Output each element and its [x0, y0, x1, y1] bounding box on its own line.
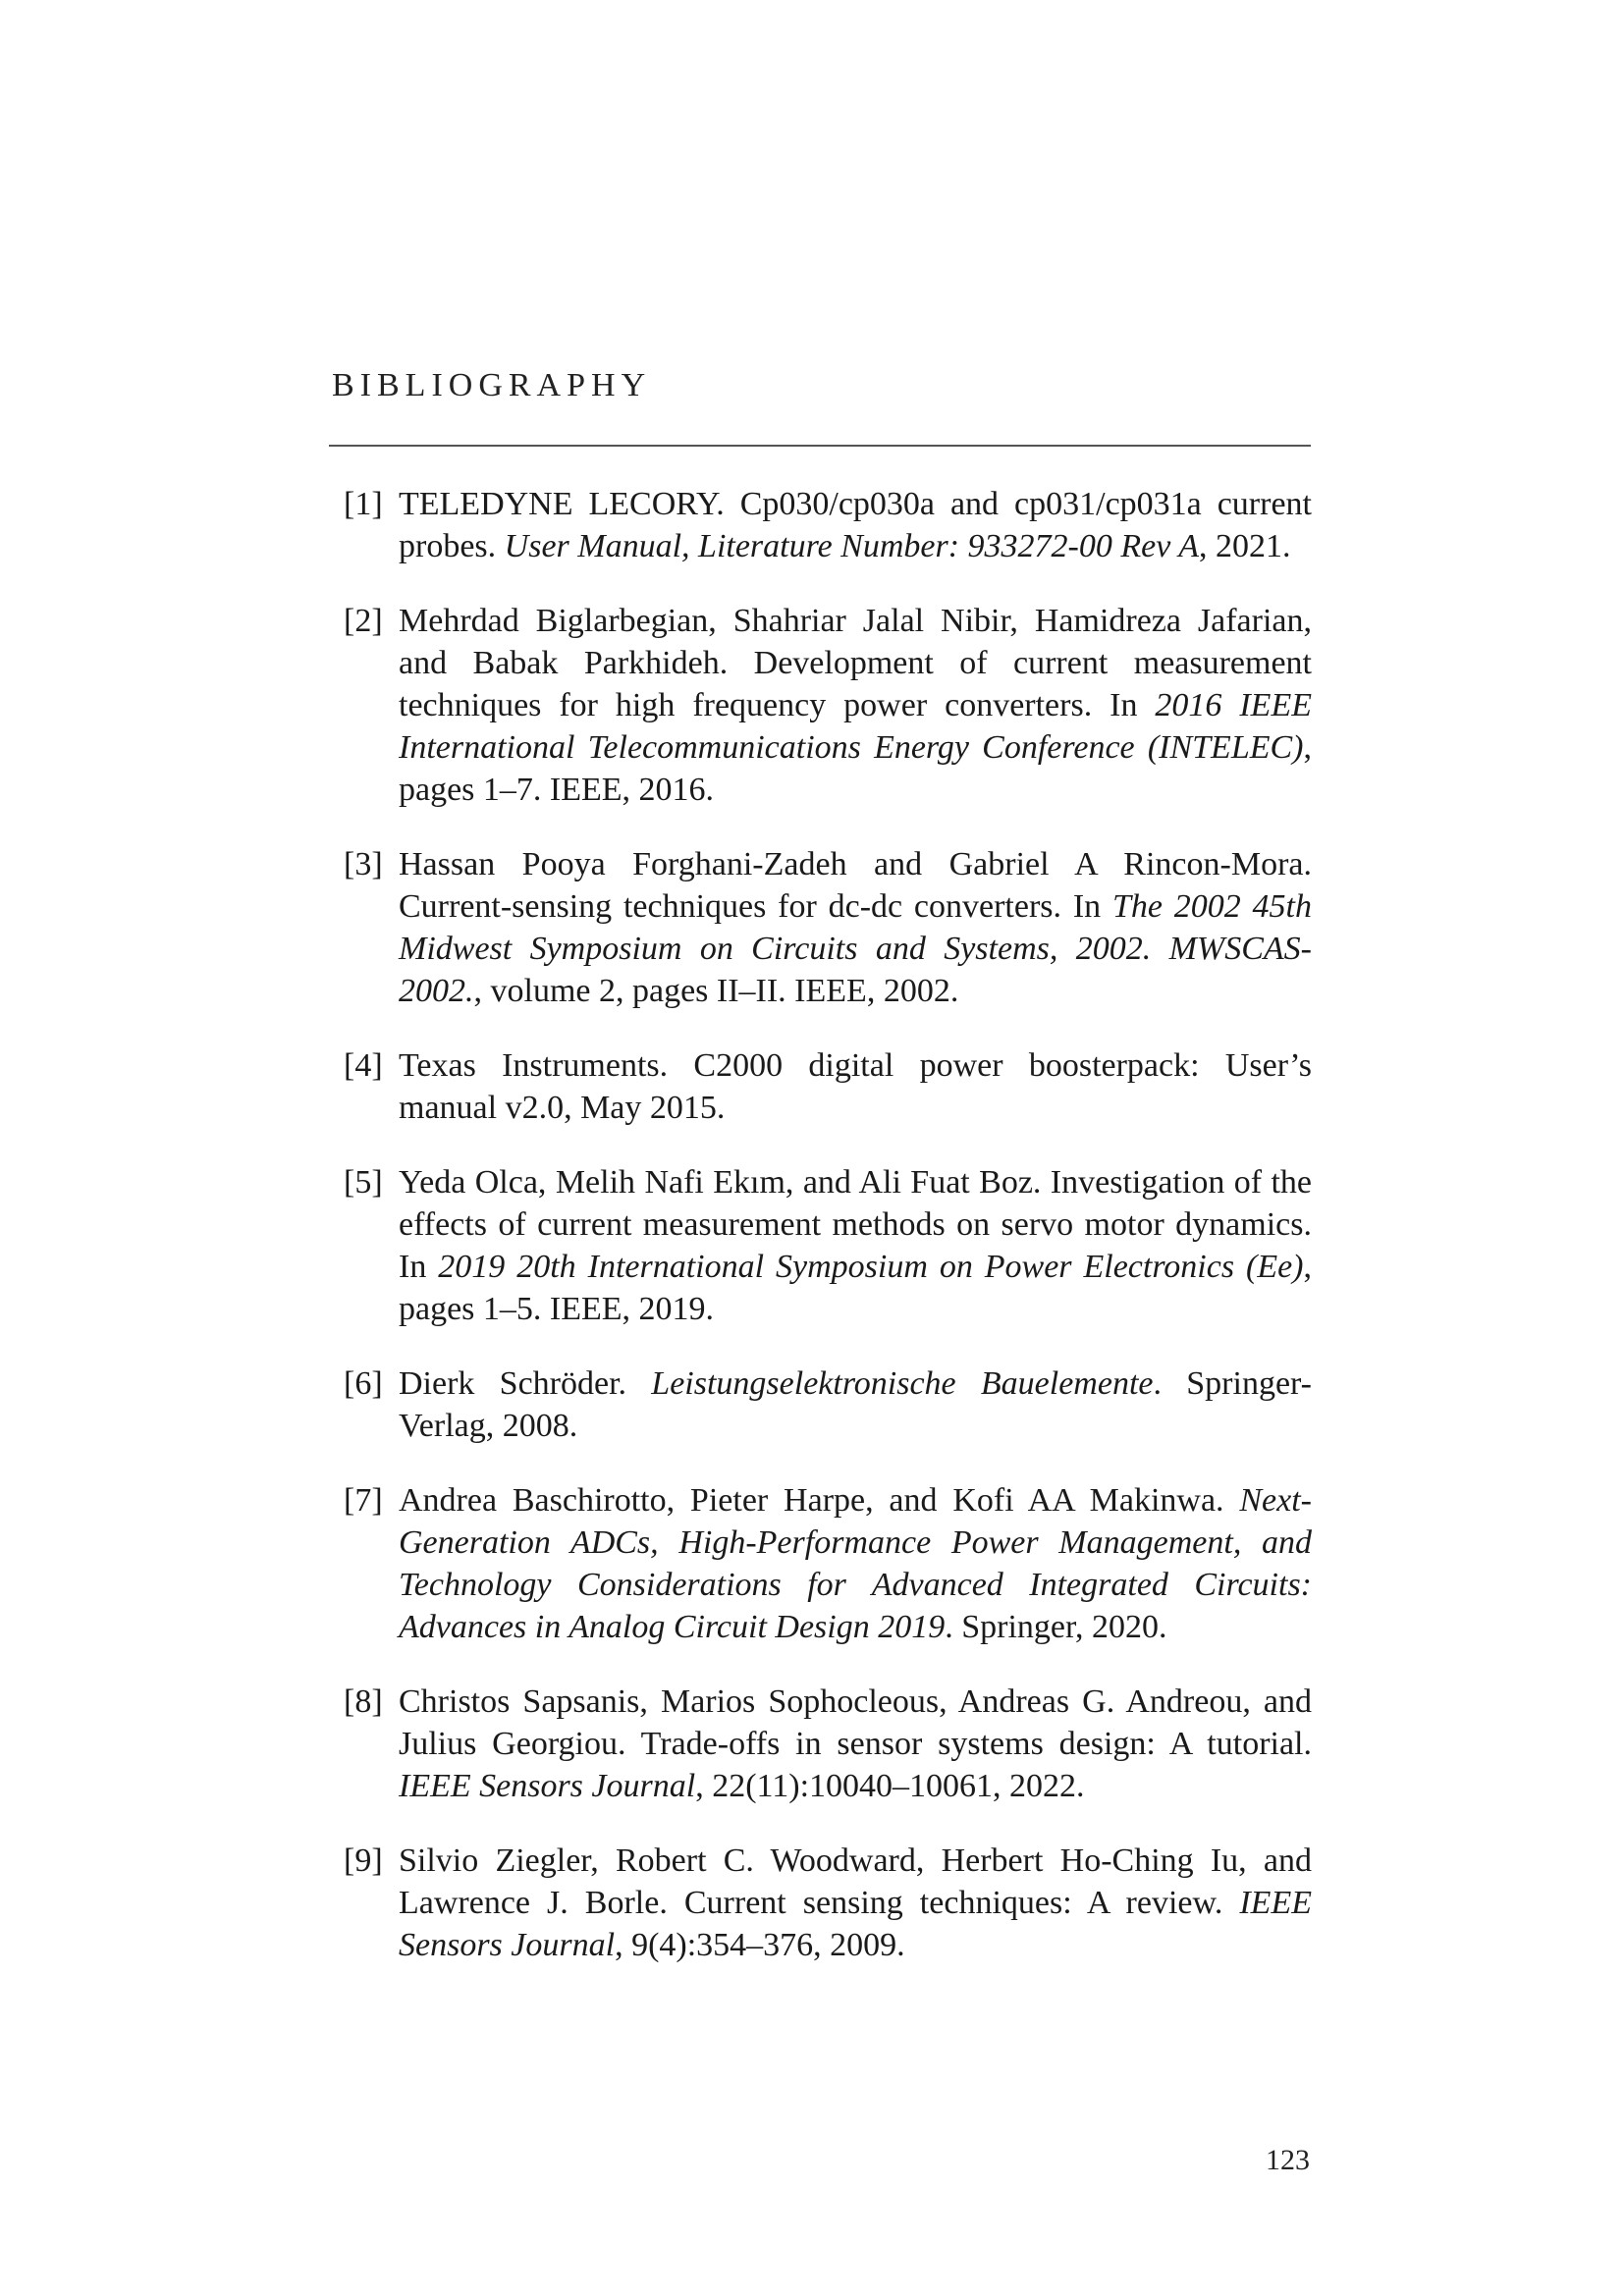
reference-segment: Mehrdad Biglarbegian, Shahriar Jalal Nibir, Hamidreza Jafarian, and Babak Parkhideh. Development of current measurement techniques for high frequency power converters. In [399, 603, 1312, 723]
reference-label: [8] [344, 1683, 383, 1720]
reference-label: [9] [344, 1842, 383, 1879]
reference-segment-italic: IEEE Sensors Journal [399, 1885, 1312, 1963]
reference-label: [4] [344, 1047, 383, 1084]
reference-segment: TELEDYNE LECORY. Cp030/cp030a and cp031/cp031a current probes. [399, 486, 1312, 564]
reference-text [399, 486, 1312, 564]
reference-segment-italic: 2016 IEEE International Telecommunications Energy Conference (INTELEC) [399, 687, 1312, 766]
reference-label: [1] [344, 486, 383, 522]
reference-segment: Christos Sapsanis, Marios Sophocleous, Andreas G. Andreou, and Julius Georgiou. Trade-offs in sensor systems design: A tutorial. [399, 1683, 1312, 1762]
reference-item [344, 1840, 1312, 1966]
reference-label: [7] [344, 1482, 383, 1519]
reference-text [399, 603, 1312, 808]
reference-segment-italic: User Manual, Literature Number: 933272-00 Rev A [504, 528, 1199, 564]
reference-segment: , 2021. [1198, 528, 1291, 564]
reference-segment: , 22(11):10040–10061, 2022. [695, 1768, 1085, 1804]
reference-list [344, 483, 1312, 1999]
reference-segment: . Springer-Verlag, 2008. [399, 1365, 1312, 1444]
reference-segment: Silvio Ziegler, Robert C. Woodward, Herbert Ho-Ching Iu, and Lawrence J. Borle. Current sensing techniques: A review. [399, 1842, 1312, 1921]
reference-segment-italic: IEEE Sensors Journal [399, 1768, 696, 1804]
reference-item [344, 600, 1312, 811]
reference-label: [5] [344, 1164, 383, 1201]
reference-label: [3] [344, 846, 383, 882]
reference-segment: , 9(4):354–376, 2009. [615, 1927, 905, 1963]
reference-segment-italic: The 2002 45th Midwest Symposium on Circuits and Systems, 2002. MWSCAS-2002. [399, 888, 1312, 1009]
reference-segment-italic: 2019 20th International Symposium on Power Electronics (Ee) [438, 1249, 1304, 1285]
reference-item [344, 483, 1312, 567]
reference-segment: , pages 1–5. IEEE, 2019. [399, 1249, 1313, 1327]
reference-segment: . Springer, 2020. [945, 1609, 1167, 1645]
page-number: 123 [1266, 2144, 1310, 2176]
reference-segment: Texas Instruments. C2000 digital power boosterpack: User’s manual v2.0, May 2015. [399, 1047, 1312, 1126]
reference-text [399, 1365, 1312, 1444]
reference-segment: Andrea Baschirotto, Pieter Harpe, and Kofi AA Makinwa. [399, 1482, 1240, 1519]
reference-text [399, 1842, 1312, 1963]
reference-segment-italic: Leistungselektronische Bauelemente [651, 1365, 1154, 1402]
reference-item [344, 1681, 1312, 1807]
reference-segment: Yeda Olca, Melih Nafi Ekım, and Ali Fuat Boz. Investigation of the effects of current measurement methods on servo motor dynamics. In [399, 1164, 1312, 1285]
reference-text [399, 1482, 1312, 1645]
reference-label: [6] [344, 1365, 383, 1402]
reference-segment-italic: Next-Generation ADCs, High-Performance Power Management, and Technology Considerations for Advanced Integrated Circuits: Advances in Analog Circuit Design 2019 [399, 1482, 1312, 1645]
reference-text [399, 1683, 1312, 1804]
reference-label: [2] [344, 603, 383, 639]
reference-segment: , pages 1–7. IEEE, 2016. [399, 729, 1312, 808]
reference-item [344, 1161, 1312, 1330]
reference-item [344, 843, 1312, 1012]
reference-item [344, 1044, 1312, 1129]
reference-text [399, 1164, 1312, 1327]
chapter-title: BIBLIOGRAPHY [332, 367, 652, 403]
reference-item [344, 1362, 1312, 1447]
reference-segment: Hassan Pooya Forghani-Zadeh and Gabriel A Rincon-Mora. Current-sensing techniques for dc-dc converters. In [399, 846, 1312, 925]
reference-text [399, 846, 1312, 1009]
title-rule [329, 445, 1311, 447]
reference-item [344, 1479, 1312, 1648]
reference-segment: , volume 2, pages II–II. IEEE, 2002. [473, 973, 959, 1009]
reference-text [399, 1047, 1312, 1126]
reference-segment: Dierk Schröder. [399, 1365, 652, 1402]
